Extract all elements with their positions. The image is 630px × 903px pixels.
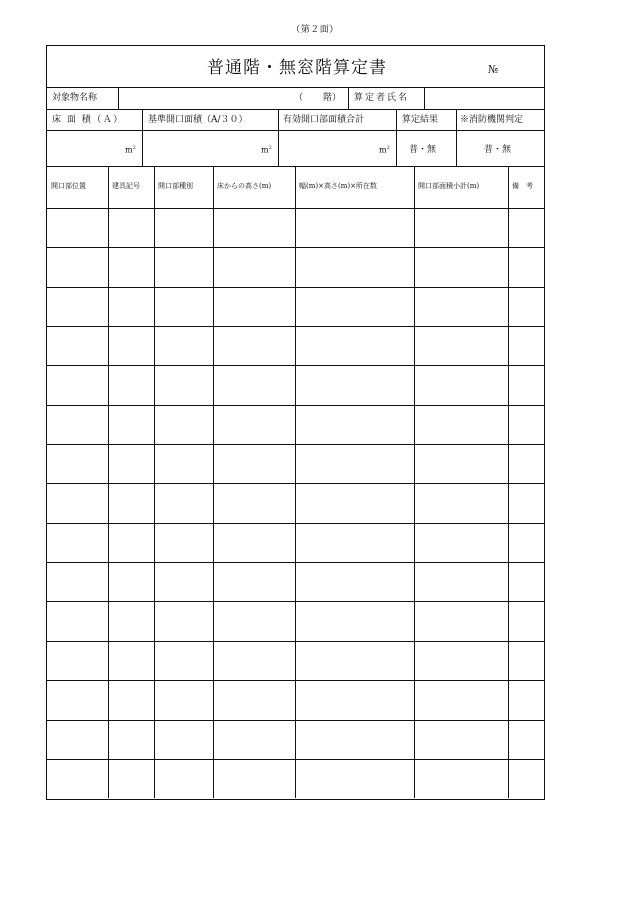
table-cell[interactable] <box>213 601 295 640</box>
table-cell[interactable] <box>508 208 546 247</box>
floor-area-label: 床 面 積（Ａ） <box>52 115 124 125</box>
table-cell[interactable] <box>414 444 508 483</box>
table-cell[interactable] <box>295 523 414 562</box>
table-cell[interactable] <box>154 641 213 680</box>
header-opening-area-subtotal: 開口部面積小計(m) <box>418 182 480 190</box>
table-cell[interactable] <box>508 365 546 404</box>
table-cell[interactable] <box>213 326 295 365</box>
table-cell[interactable] <box>108 365 154 404</box>
table-cell[interactable] <box>108 759 154 798</box>
effective-opening-unit: $m^2$ <box>379 145 390 155</box>
table-row <box>47 720 544 759</box>
table-cell[interactable] <box>508 641 546 680</box>
table-cell[interactable] <box>47 444 108 483</box>
table-cell[interactable] <box>295 562 414 601</box>
table-cell[interactable] <box>108 444 154 483</box>
table-cell[interactable] <box>295 601 414 640</box>
table-cell[interactable] <box>108 405 154 444</box>
table-cell[interactable] <box>295 405 414 444</box>
table-cell[interactable] <box>508 287 546 326</box>
table-cell[interactable] <box>213 444 295 483</box>
table-row <box>47 759 544 798</box>
base-opening-label: 基準開口面積（A/３０） <box>148 115 248 125</box>
table-cell[interactable] <box>508 405 546 444</box>
base-opening-unit: $m^2$ <box>261 145 272 155</box>
header-dimensions: 幅(m)×高さ(m)×所在数 <box>299 182 377 190</box>
table-row <box>47 483 544 522</box>
result-label: 算定結果 <box>402 115 439 125</box>
table-cell[interactable] <box>414 483 508 522</box>
table-cell[interactable] <box>213 405 295 444</box>
table-cell[interactable] <box>154 208 213 247</box>
table-cell[interactable] <box>47 759 108 798</box>
table-cell[interactable] <box>213 365 295 404</box>
table-cell[interactable] <box>414 405 508 444</box>
table-cell[interactable] <box>508 680 546 719</box>
calculator-name-label: 算定者氏名 <box>354 93 410 103</box>
header-remarks: 備 考 <box>512 182 533 190</box>
table-cell[interactable] <box>414 601 508 640</box>
table-row <box>47 208 544 247</box>
table-cell[interactable] <box>295 326 414 365</box>
table-cell[interactable] <box>108 287 154 326</box>
table-cell[interactable] <box>414 562 508 601</box>
floor-area-unit: $m^2$ <box>125 145 136 155</box>
table-cell[interactable] <box>295 483 414 522</box>
table-cell[interactable] <box>154 523 213 562</box>
table-cell[interactable] <box>508 326 546 365</box>
table-row <box>47 287 544 326</box>
table-row <box>47 562 544 601</box>
table-cell[interactable] <box>295 247 414 286</box>
floor-suffix: 階） <box>323 93 342 103</box>
header-opening-type: 開口部種別 <box>158 182 193 190</box>
number-label: № <box>488 63 499 76</box>
table-cell[interactable] <box>295 365 414 404</box>
table-cell[interactable] <box>154 326 213 365</box>
table-cell[interactable] <box>213 247 295 286</box>
table-cell[interactable] <box>154 562 213 601</box>
table-cell[interactable] <box>47 562 108 601</box>
table-cell[interactable] <box>414 680 508 719</box>
table-cell[interactable] <box>414 287 508 326</box>
table-cell[interactable] <box>295 208 414 247</box>
table-cell[interactable] <box>414 208 508 247</box>
table-cell[interactable] <box>213 720 295 759</box>
table-cell[interactable] <box>508 759 546 798</box>
table-cell[interactable] <box>108 483 154 522</box>
table-cell[interactable] <box>414 759 508 798</box>
table-cell[interactable] <box>295 680 414 719</box>
fire-judgment-choice[interactable]: 普・無 <box>484 145 512 155</box>
table-cell[interactable] <box>108 523 154 562</box>
table-cell[interactable] <box>213 523 295 562</box>
table-cell[interactable] <box>108 680 154 719</box>
calculation-form <box>46 45 545 800</box>
table-cell[interactable] <box>47 483 108 522</box>
table-row <box>47 365 544 404</box>
table-cell[interactable] <box>508 562 546 601</box>
object-name-value[interactable] <box>123 91 293 107</box>
table-cell[interactable] <box>108 562 154 601</box>
table-cell[interactable] <box>108 601 154 640</box>
table-cell[interactable] <box>154 680 213 719</box>
table-row <box>47 405 544 444</box>
table-cell[interactable] <box>47 326 108 365</box>
table-cell[interactable] <box>295 759 414 798</box>
table-cell[interactable] <box>295 720 414 759</box>
table-cell[interactable] <box>295 641 414 680</box>
table-cell[interactable] <box>47 601 108 640</box>
table-cell[interactable] <box>213 641 295 680</box>
table-cell[interactable] <box>154 601 213 640</box>
table-cell[interactable] <box>47 405 108 444</box>
table-cell[interactable] <box>508 483 546 522</box>
table-cell[interactable] <box>414 641 508 680</box>
table-cell[interactable] <box>414 247 508 286</box>
effective-opening-label: 有効開口部面積合計 <box>283 115 365 125</box>
table-cell[interactable] <box>47 680 108 719</box>
table-cell[interactable] <box>47 247 108 286</box>
table-cell[interactable] <box>213 483 295 522</box>
table-cell[interactable] <box>508 247 546 286</box>
table-cell[interactable] <box>154 759 213 798</box>
table-row <box>47 444 544 483</box>
table-row <box>47 680 544 719</box>
table-cell[interactable] <box>414 720 508 759</box>
table-cell[interactable] <box>508 444 546 483</box>
table-cell[interactable] <box>414 326 508 365</box>
fire-judgment-label: ※消防機関判定 <box>460 115 524 125</box>
table-cell[interactable] <box>508 523 546 562</box>
table-cell[interactable] <box>47 365 108 404</box>
header-height-from-floor: 床からの高さ(m) <box>217 182 272 190</box>
object-name-label: 対象物名称 <box>52 93 98 103</box>
table-cell[interactable] <box>508 601 546 640</box>
table-cell[interactable] <box>47 523 108 562</box>
table-row <box>47 247 544 286</box>
table-cell[interactable] <box>154 405 213 444</box>
table-cell[interactable] <box>47 208 108 247</box>
table-cell[interactable] <box>154 720 213 759</box>
table-cell[interactable] <box>213 287 295 326</box>
header-fitting-code: 建具記号 <box>112 182 140 190</box>
table-cell[interactable] <box>47 720 108 759</box>
table-cell[interactable] <box>47 287 108 326</box>
table-row <box>47 601 544 640</box>
table-row <box>47 641 544 680</box>
form-title: 普通階・無窓階算定書 <box>207 58 387 78</box>
table-row <box>47 523 544 562</box>
table-cell[interactable] <box>414 365 508 404</box>
table-cell[interactable] <box>154 483 213 522</box>
page-number-label: （第２面） <box>291 25 339 35</box>
table-cell[interactable] <box>508 720 546 759</box>
table-cell[interactable] <box>154 287 213 326</box>
table-cell[interactable] <box>108 641 154 680</box>
table-cell[interactable] <box>295 444 414 483</box>
table-cell[interactable] <box>295 287 414 326</box>
table-cell[interactable] <box>154 365 213 404</box>
table-cell[interactable] <box>108 326 154 365</box>
table-cell[interactable] <box>108 208 154 247</box>
table-cell[interactable] <box>154 247 213 286</box>
table-cell[interactable] <box>213 562 295 601</box>
result-choice[interactable]: 普・無 <box>409 145 437 155</box>
table-cell[interactable] <box>213 680 295 719</box>
table-cell[interactable] <box>154 444 213 483</box>
floor-open-bracket: （ <box>294 93 304 103</box>
table-cell[interactable] <box>213 208 295 247</box>
table-row <box>47 326 544 365</box>
table-cell[interactable] <box>108 720 154 759</box>
table-cell[interactable] <box>108 247 154 286</box>
header-opening-position: 開口部位置 <box>51 182 86 190</box>
table-cell[interactable] <box>213 759 295 798</box>
table-cell[interactable] <box>47 641 108 680</box>
table-cell[interactable] <box>414 523 508 562</box>
